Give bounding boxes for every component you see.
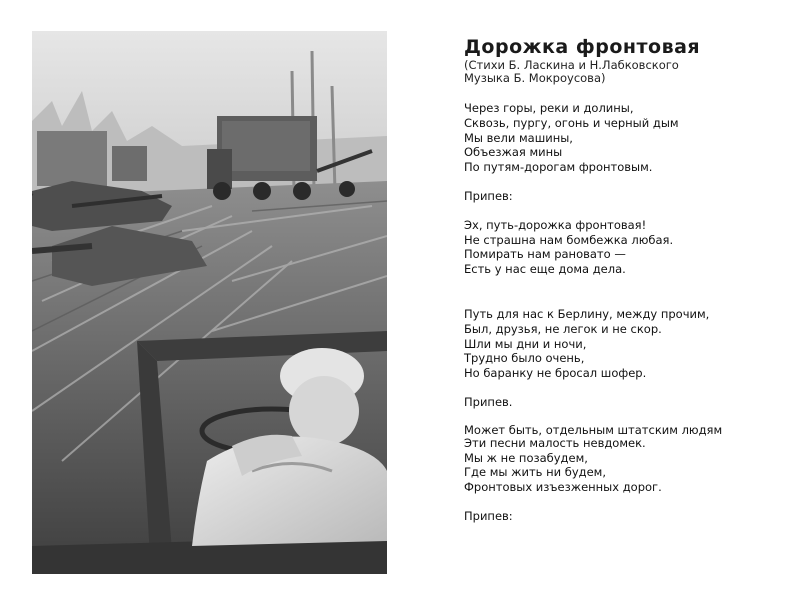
- refrain-label: Припев:: [464, 188, 513, 203]
- refrain-label: Припев.: [464, 394, 513, 409]
- credits-line: (Стихи Б. Ласкина и Н.Лабковского: [464, 58, 679, 72]
- lyric-line: Не страшна нам бомбежка любая.: [464, 232, 674, 247]
- lyric-line: Через горы, реки и долины,: [464, 101, 634, 115]
- credits-line: Музыка Б. Мокроусова): [464, 71, 606, 85]
- lyric-line: Эх, путь-дорожка фронтовая!: [464, 217, 647, 232]
- lyric-line: По путям-дорогам фронтовым.: [464, 160, 653, 175]
- verse-1: [464, 101, 784, 175]
- verse-2: [464, 307, 714, 381]
- lyric-line: Есть у нас еще дома дела.: [464, 262, 626, 277]
- lyric-line: Путь для нас к Берлину, между прочим,: [464, 306, 710, 321]
- painting-illustration: [32, 31, 387, 574]
- lyric-line: Шли мы дни и ночи,: [464, 336, 587, 351]
- lyric-line: Но баранку не бросал шофер.: [464, 366, 647, 381]
- song-title: Дорожка фронтовая: [464, 36, 701, 58]
- lyric-line: Был, друзья, не легок и не скор.: [464, 321, 662, 336]
- lyric-line: Мы вели машины,: [464, 130, 573, 145]
- lyric-line: Сквозь, пургу, огонь и черный дым: [464, 115, 679, 130]
- lyric-line: Мы ж не позабудем,: [464, 450, 588, 465]
- refrain-label: Припев:: [464, 508, 513, 523]
- lyric-line: Трудно было очень,: [464, 351, 585, 366]
- lyric-line: Эти песни малость невдомек.: [464, 435, 646, 450]
- lyric-line: Может быть, отдельным штатским людям: [464, 422, 723, 437]
- song-credits: [464, 59, 784, 85]
- lyrics-panel: [464, 36, 784, 524]
- lyric-line: Фронтовых изъезженных дорог.: [464, 480, 662, 495]
- refrain: [464, 218, 784, 277]
- lyric-line: Помирать нам рановато —: [464, 247, 626, 262]
- verse-3: [464, 424, 739, 495]
- lyric-line: Где мы жить ни будем,: [464, 465, 606, 480]
- lyric-line: Объезжая мины: [464, 145, 563, 160]
